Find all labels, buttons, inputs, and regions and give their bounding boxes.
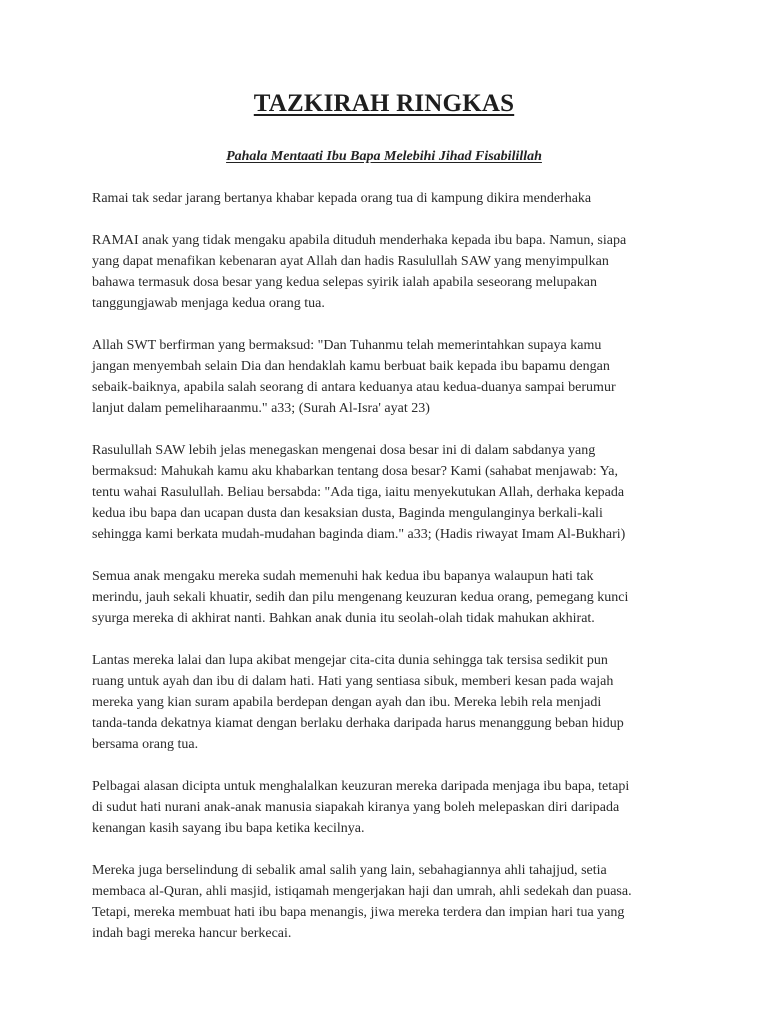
paragraph-line: syurga mereka di akhirat nanti. Bahkan anak dunia itu seolah-olah tidak mahukan akhirat.: [92, 611, 595, 626]
paragraph-line: tanda-tanda dekatnya kiamat dengan berlaku derhaka daripada harus menanggung beban hidup: [92, 716, 624, 731]
paragraph: [92, 440, 682, 545]
document-title: TAZKIRAH RINGKAS: [253, 90, 515, 117]
paragraph-line: membaca al-Quran, ahli masjid, istiqamah mengerjakan haji dan umrah, ahli sedekah dan puasa.: [92, 884, 632, 899]
paragraph: [92, 188, 682, 209]
paragraph-line: sebaik-baiknya, apabila salah seorang di antara keduanya atau kedua-duanya sampai berumur: [92, 380, 616, 395]
paragraph: [92, 650, 682, 755]
paragraph-line: lanjut dalam pemeliharaanmu." a33; (Surah Al-Isra' ayat 23): [92, 401, 430, 416]
paragraph-line: jangan menyembah selain Dia dan hendaklah kamu berbuat baik kepada ibu bapamu dengan: [92, 359, 610, 374]
paragraph-line: yang dapat menafikan kebenaran ayat Allah dan hadis Rasulullah SAW yang menyimpulkan: [92, 254, 609, 269]
paragraph-line: sehingga kami berkata mudah-mudahan baginda diam." a33; (Hadis riwayat Imam Al-Bukhari): [92, 527, 626, 542]
paragraph-line: Pelbagai alasan dicipta untuk menghalalkan keuzuran mereka daripada menjaga ibu bapa, tetapi: [92, 779, 630, 794]
paragraph-line: mereka yang kian suram apabila berdepan dengan ayah dan ibu. Mereka lebih rela menjadi: [92, 695, 602, 710]
paragraph: [92, 230, 682, 314]
paragraph-line: bersama orang tua.: [92, 737, 199, 752]
paragraph-line: Rasulullah SAW lebih jelas menegaskan mengenai dosa besar ini di dalam sabdanya yang: [92, 443, 596, 458]
paragraph: [92, 860, 682, 944]
document-body: [92, 188, 682, 965]
paragraph-line: tanggungjawab menjaga kedua orang tua.: [92, 296, 325, 311]
paragraph-line: bermaksud: Mahukah kamu aku khabarkan tentang dosa besar? Kami (sahabat menjawab: Ya,: [92, 464, 619, 479]
paragraph-line: merindu, jauh sekali khuatir, sedih dan pilu mengenang keuzuran kedua orang, pemegang kunci: [92, 590, 629, 605]
paragraph-line: RAMAI anak yang tidak mengaku apabila dituduh menderhaka kepada ibu bapa. Namun, siapa: [92, 233, 627, 248]
paragraph-line: bahawa termasuk dosa besar yang kedua selepas syirik ialah apabila seseorang melupakan: [92, 275, 597, 290]
paragraph-line: Lantas mereka lalai dan lupa akibat mengejar cita-cita dunia sehingga tak tersisa sedikit pun: [92, 653, 608, 668]
paragraph: [92, 335, 682, 419]
paragraph-line: Tetapi, mereka membuat hati ibu bapa menangis, jiwa mereka terdera dan impian hari tua yang: [92, 905, 625, 920]
paragraph: [92, 776, 682, 839]
paragraph-line: di sudut hati nurani anak-anak manusia siapakah kiranya yang boleh melepaskan diri daripada: [92, 800, 620, 815]
paragraph-line: ruang untuk ayah dan ibu di dalam hati. Hati yang sentiasa sibuk, memberi kesan pada wajah: [92, 674, 614, 689]
paragraph-line: Ramai tak sedar jarang bertanya khabar kepada orang tua di kampung dikira menderhaka: [92, 191, 592, 206]
document-subtitle: Pahala Mentaati Ibu Bapa Melebihi Jihad Fisabilillah: [226, 149, 542, 164]
paragraph-line: Mereka juga berselindung di sebalik amal salih yang lain, sebahagiannya ahli tahajjud, setia: [92, 863, 607, 878]
paragraph-line: tentu wahai Rasulullah. Beliau bersabda: "Ada tiga, iaitu menyekutukan Allah, derhaka kepada: [92, 485, 625, 500]
paragraph-line: indah bagi mereka hancur berkecai.: [92, 926, 292, 941]
paragraph-line: kedua ibu bapa dan ucapan dusta dan kesaksian dusta, Baginda mengulanginya berkali-kali: [92, 506, 603, 521]
paragraph: [92, 566, 682, 629]
paragraph-line: kenangan kasih sayang ibu bapa ketika kecilnya.: [92, 821, 365, 836]
paragraph-line: Allah SWT berfirman yang bermaksud: "Dan Tuhanmu telah memerintahkan supaya kamu: [92, 338, 602, 353]
paragraph-line: Semua anak mengaku mereka sudah memenuhi hak kedua ibu bapanya walaupun hati tak: [92, 569, 594, 584]
